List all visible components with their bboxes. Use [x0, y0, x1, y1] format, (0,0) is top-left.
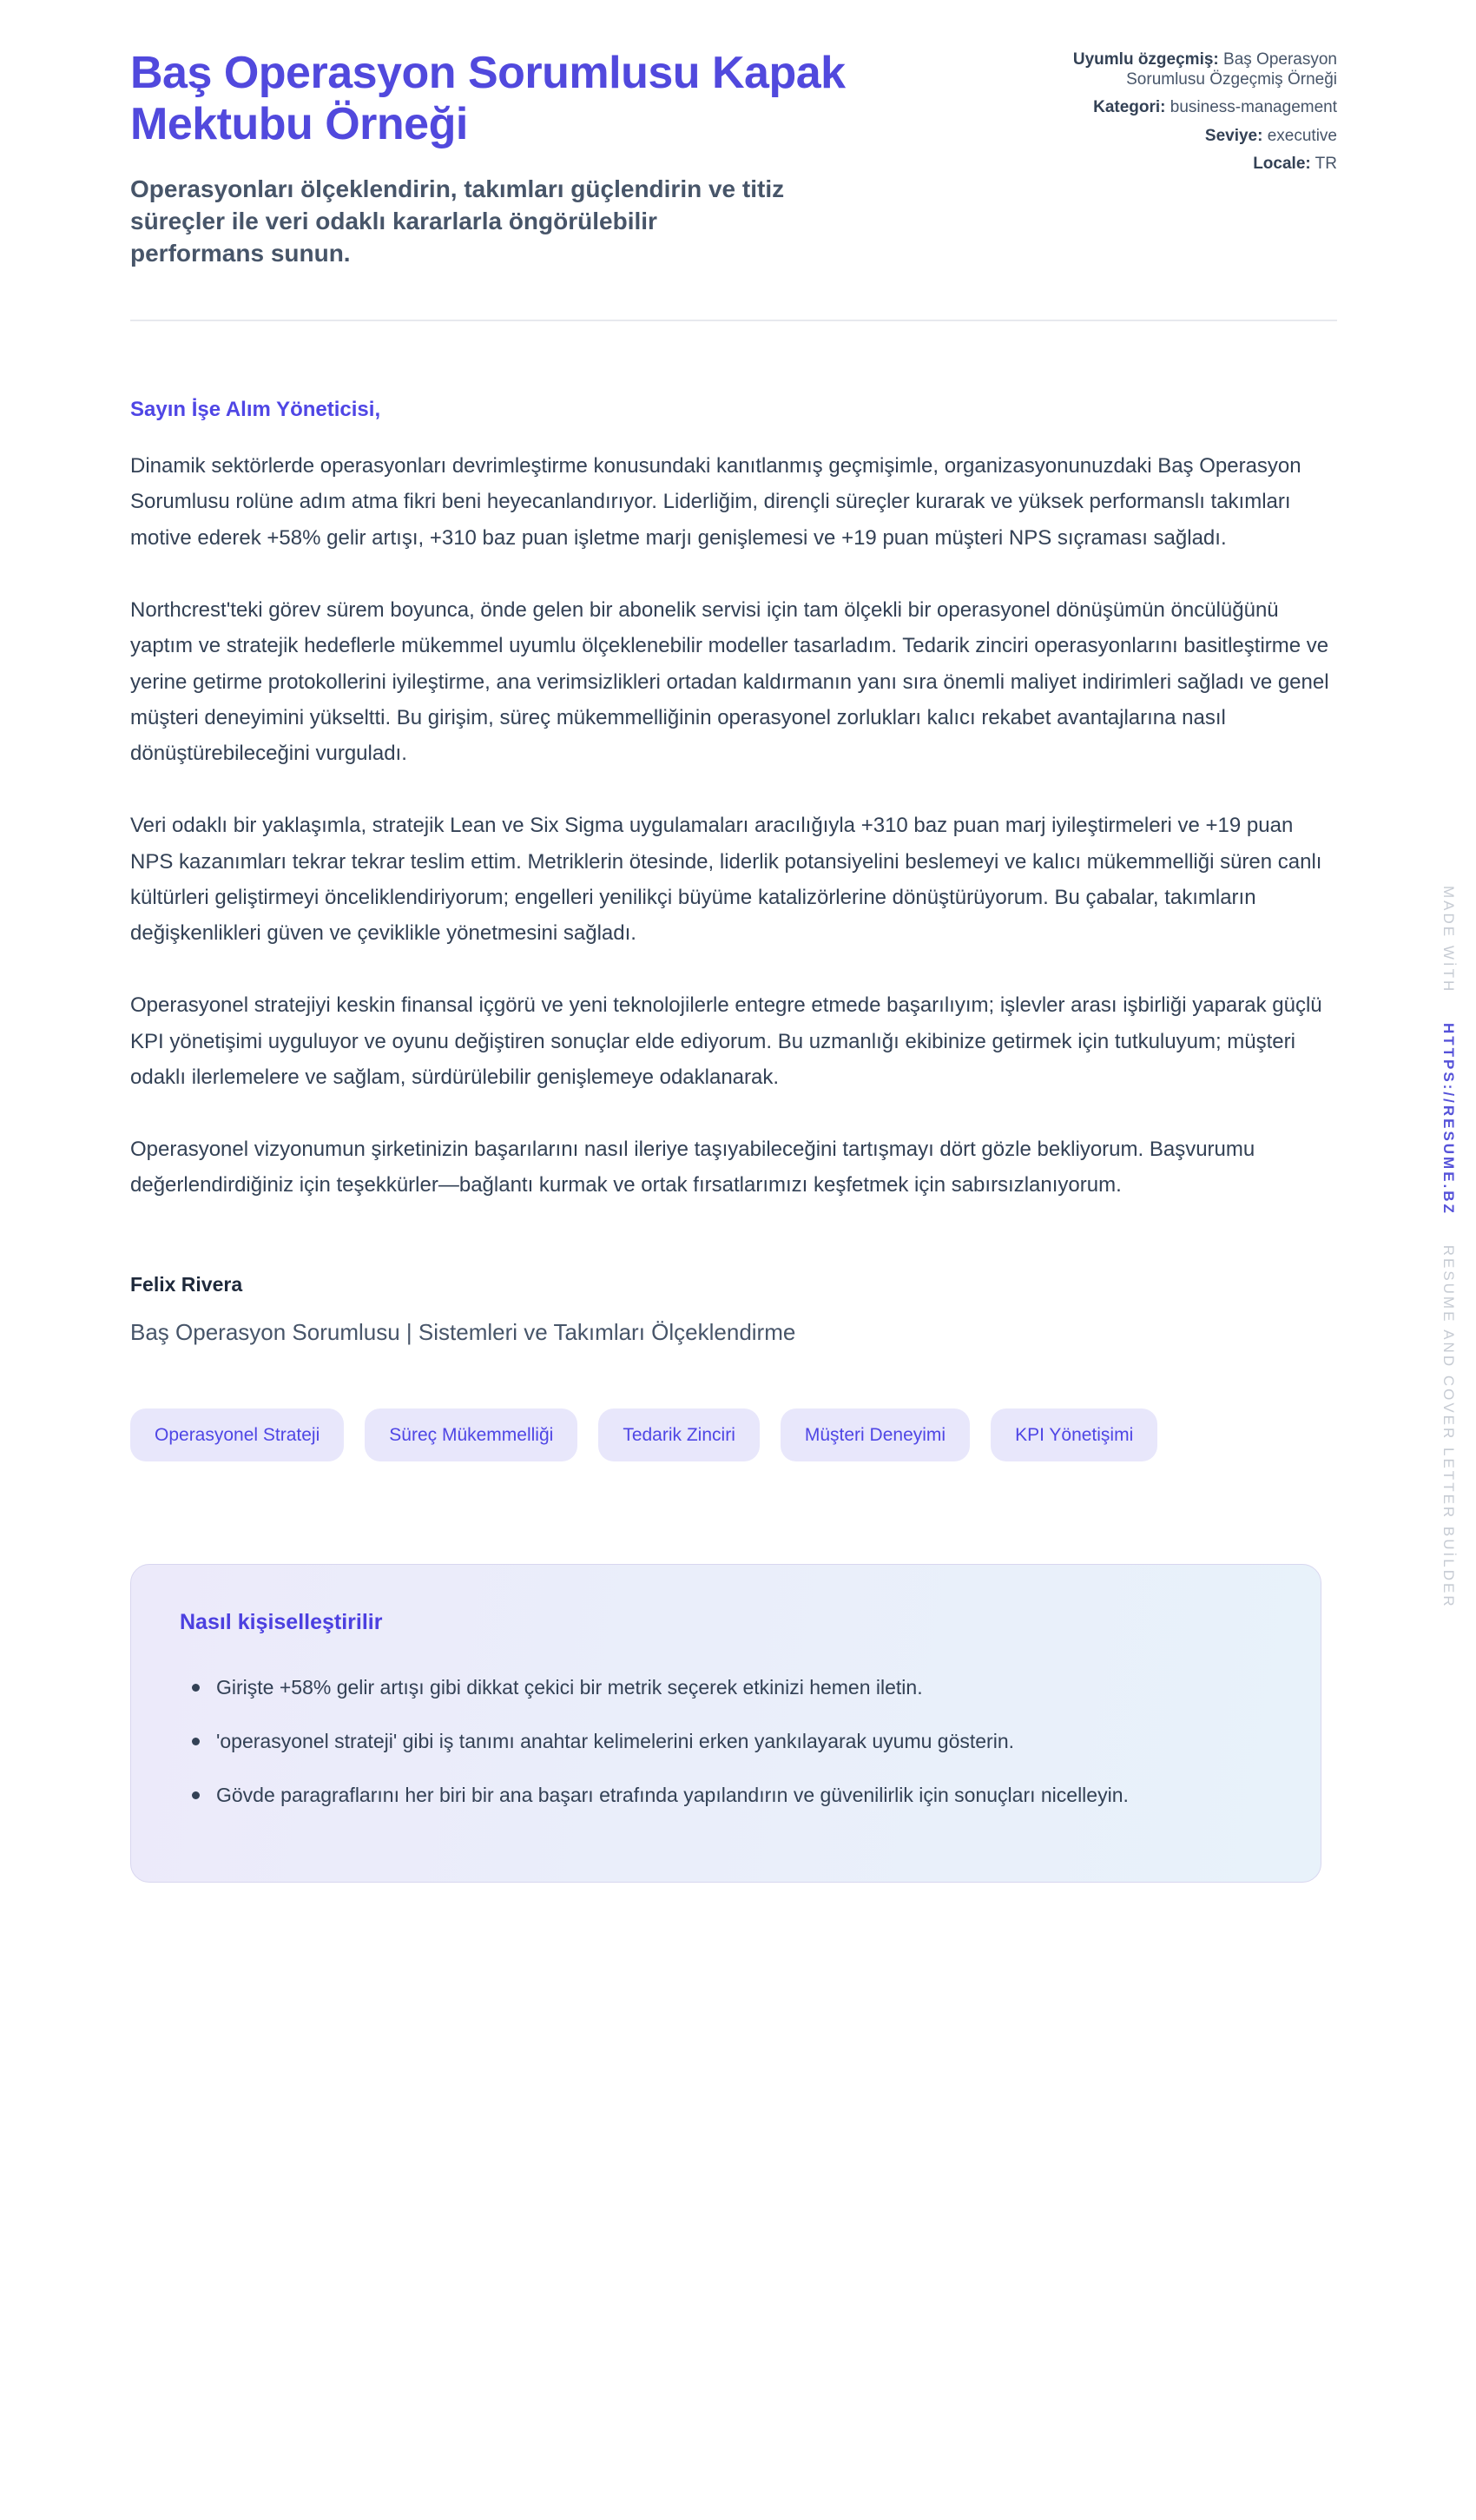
skill-tags — [130, 1408, 1337, 1461]
meta-value: TR — [1315, 154, 1337, 173]
personalize-heading: Nasıl kişiselleştirilir — [180, 1609, 383, 1634]
meta-value: Baş Operasyon Sorumlusu Özgeçmiş Örneği — [1126, 50, 1337, 89]
header-divider — [130, 320, 1337, 321]
personalize-box — [130, 1564, 1321, 1883]
tag-surec-mukemmelligi[interactable]: Süreç Mükemmelliği — [365, 1408, 577, 1461]
meta-category — [1059, 97, 1337, 117]
tag-operasyonel-strateji[interactable]: Operasyonel Strateji — [130, 1408, 344, 1461]
tip-item: Girişte +58% gelir artışı gibi dikkat çekici bir metrik seçerek etkinizi hemen iletin. — [180, 1670, 1248, 1705]
letter-paragraph: Dinamik sektörlerde operasyonları devrimleştirme konusundaki kanıtlanmış geçmişimle, organizasyonunuzdaki Baş Operasyon Sorumlusu rolüne adım atma fikri beni heyecanlandırıyor. Liderliğim, dirençli süreçler kurarak ve yüksek performanslı takımları motive ederek +58% gelir artışı, +310 baz puan işletme marjı genişlemesi ve +19 puan müşteri NPS sıçraması sağladı. — [130, 454, 1301, 550]
meta-label: Kategori: — [1093, 98, 1166, 117]
letter-paragraph: Operasyonel vizyonumun şirketinizin başarılarını nasıl ileriye taşıyabileceğini tartışmayı dört gözle bekliyorum. Başvurumu değerlendirdiğiniz için teşekkürler—bağlantı kurmak ve ortak fırsatlarımızı keşfetmek için sabırsızlanıyorum. — [130, 1138, 1255, 1197]
letter-paragraph: Operasyonel stratejiyi keskin finansal içgörü ve yeni teknolojilerle entegre etmede başarılıyım; işlevler arası işbirliği yaparak güçlü KPI yönetişimi uyguluyor ve oyunu değiştiren sonuçlar elde ediyorum. Bu uzmanlığı ekibinize getirmek için tutkuluyum; müşteri odaklı ilerlemelere ve sağlam, sürdürülebilir genişlemeye odaklanarak. — [130, 993, 1322, 1089]
page-header — [130, 48, 1337, 269]
letter-paragraph: Northcrest'teki görev sürem boyunca, önde gelen bir abonelik servisi için tam ölçekli bir operasyonel dönüşümün öncülüğünü yaptım ve stratejik hedeflerle mükemmel uyumlu ölçeklenebilir modeller tasarladım. Tedarik zinciri operasyonlarını basitleştirme ve yerine getirme protokollerini iyileştirme, ana verimsizlikleri ortadan kaldırmanın yanı sıra önemli maliyet indirimleri sağladı ve genel müşteri deneyimini yükseltti. Bu girişim, süreç mükemmelliğinin operasyonel zorlukları kalıcı rekabet avantajlarına nasıl dönüştürebileceğini vurguladı. — [130, 598, 1329, 766]
tip-item: 'operasyonel strateji' gibi iş tanımı anahtar kelimelerini erken yankılayarak uyumu gösterin. — [180, 1724, 1248, 1758]
made-with-watermark — [1440, 886, 1457, 1609]
watermark-prefix: MADE WİTH — [1440, 886, 1457, 994]
tag-musteri-deneyimi[interactable]: Müşteri Deneyimi — [781, 1408, 970, 1461]
meta-label: Uyumlu özgeçmiş: — [1072, 50, 1219, 69]
letter-signature — [130, 1273, 1337, 1346]
tip-item: Gövde paragraflarını her biri bir ana başarı etrafında yapılandırın ve güvenilirlik için sonuçları nicelleyin. — [180, 1778, 1248, 1812]
meta-level — [1059, 126, 1337, 146]
meta-label: Seviye: — [1204, 126, 1263, 145]
signature-name: Felix Rivera — [130, 1272, 243, 1296]
meta-value: executive — [1267, 126, 1337, 145]
signature-title: Baş Operasyon Sorumlusu | Sistemleri ve Takımları Ölçeklendirme — [130, 1318, 796, 1345]
meta-label: Locale: — [1253, 154, 1311, 173]
page-subtitle: Operasyonları ölçeklendirin, takımları güçlendirin ve titiz süreçler ile veri odaklı kararlarla öngörülebilir performans sunun. — [130, 175, 785, 267]
letter-content — [130, 398, 1337, 1883]
meta-matching-resume — [1059, 49, 1337, 89]
header-title-block — [130, 48, 964, 269]
page-title: Baş Operasyon Sorumlusu Kapak Mektubu Örneği — [130, 48, 846, 149]
personalize-tips — [180, 1670, 1272, 1813]
tag-tedarik-zinciri[interactable]: Tedarik Zinciri — [598, 1408, 760, 1461]
watermark-resume-bz-link[interactable]: HTTPS://RESUME.BZ — [1440, 1023, 1457, 1216]
header-meta — [1059, 48, 1337, 181]
meta-locale — [1059, 154, 1337, 174]
letter-greeting: Sayın İşe Alım Yöneticisi, — [130, 398, 381, 422]
meta-value: business-management — [1170, 98, 1337, 117]
letter-paragraph: Veri odaklı bir yaklaşımla, stratejik Lean ve Six Sigma uygulamaları aracılığıyla +310 baz puan marj iyileştirmeleri ve +19 puan NPS kazanımları tekrar tekrar teslim ettim. Metriklerin ötesinde, liderlik potansiyelini beslemeyi ve kalıcı mükemmelliği süren canlı kültürleri geliştirmeyi önceliklendiriyorum; engelleri yenilikçi büyüme katalizörlerine dönüştürüyorum. Bu çabalar, takımların değişkenlikleri güven ve çeviklikle yönetmesini sağladı. — [130, 814, 1322, 946]
tag-kpi-yonetisimi[interactable]: KPI Yönetişimi — [991, 1408, 1157, 1461]
watermark-suffix: RESUME AND COVER LETTER BUİLDER — [1440, 1244, 1457, 1609]
letter-body — [130, 448, 1337, 1204]
